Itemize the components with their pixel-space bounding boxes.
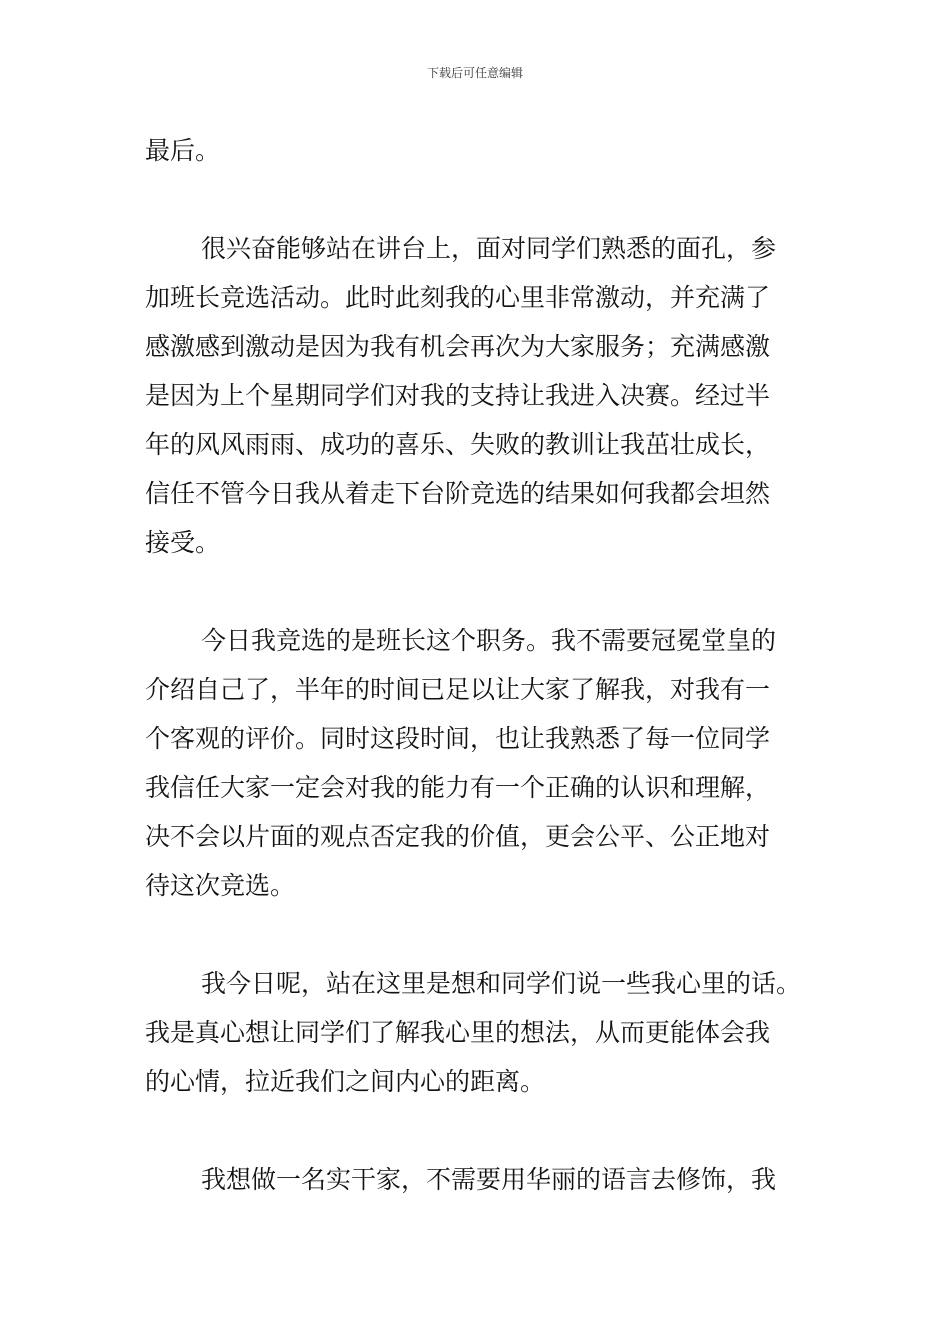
paragraph <box>145 959 835 1106</box>
text-line: 很兴奋能够站在讲台上，面对同学们熟悉的面孔，参 <box>201 234 777 263</box>
text-line: 介绍自己了，半年的时间已足以让大家了解我，对我有一 <box>145 675 771 704</box>
paragraph <box>145 224 835 567</box>
text-line: 的心情，拉近我们之间内心的距离。 <box>145 1067 546 1096</box>
paragraph <box>145 616 835 910</box>
document-body <box>145 126 835 1204</box>
text-line: 信任不管今日我从着走下台阶竞选的结果如何我都会坦然 <box>145 479 771 508</box>
paragraph <box>145 126 835 175</box>
text-line: 年的风风雨雨、成功的喜乐、失败的教训让我茁壮成长， <box>145 430 771 459</box>
paragraph <box>145 1155 835 1204</box>
text-line: 我是真心想让同学们了解我心里的想法，从而更能体会我 <box>145 1018 771 1047</box>
page-header: 下载后可任意编辑 <box>426 66 523 80</box>
text-line: 我今日呢，站在这里是想和同学们说一些我心里的话。 <box>201 969 802 998</box>
text-line: 我想做一名实干家，不需要用华丽的语言去修饰，我 <box>201 1165 777 1194</box>
text-line: 接受。 <box>145 528 221 557</box>
text-line: 今日我竞选的是班长这个职务。我不需要冠冕堂皇的 <box>201 626 777 655</box>
text-line: 加班长竞选活动。此时此刻我的心里非常激动，并充满了 <box>145 283 771 312</box>
text-line: 个客观的评价。同时这段时间，也让我熟悉了每一位同学 <box>145 724 771 753</box>
text-line: 我信任大家一定会对我的能力有一个正确的认识和理解， <box>145 773 771 802</box>
text-line: 待这次竞选。 <box>145 871 296 900</box>
text-line: 最后。 <box>145 136 221 165</box>
text-line: 感激感到激动是因为我有机会再次为大家服务；充满感激 <box>145 332 771 361</box>
text-line: 是因为上个星期同学们对我的支持让我进入决赛。经过半 <box>145 381 771 410</box>
text-line: 决不会以片面的观点否定我的价值，更会公平、公正地对 <box>145 822 771 851</box>
